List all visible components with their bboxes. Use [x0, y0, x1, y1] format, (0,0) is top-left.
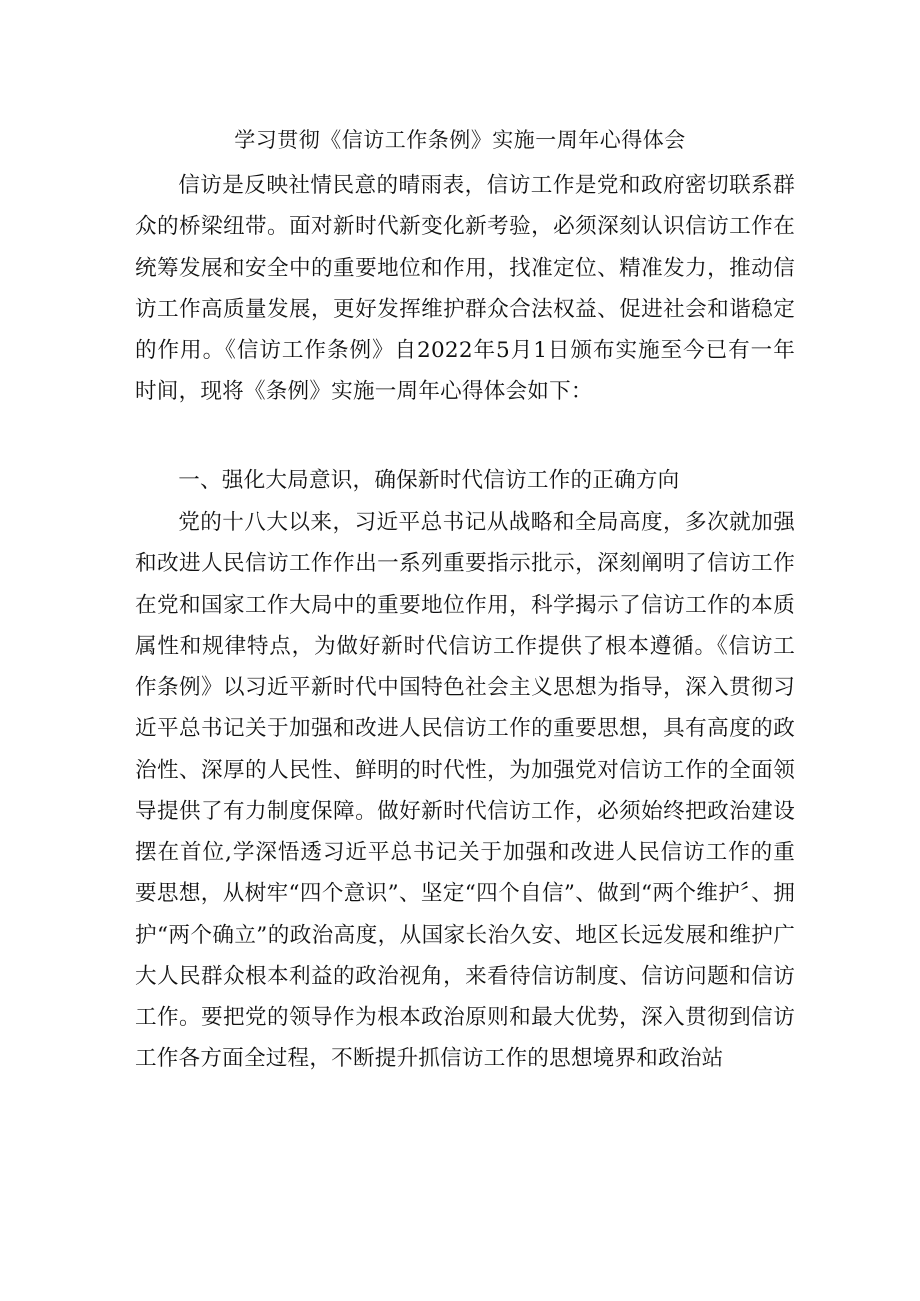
document-title: 学习贯彻《信访工作条例》实施一周年心得体会 [234, 128, 686, 152]
section-heading: 一、强化大局意识，确保新时代信访工作的正确方向 [178, 468, 680, 493]
intro-paragraph-block [135, 165, 795, 413]
section-heading-block [135, 460, 795, 501]
section-paragraph-block [135, 502, 795, 1190]
section-paragraph: 党的十八大以来，习近平总书记从战略和全局高度，多次就加强和改进人民信访工作作出一系列重要指示批示，深刻阐明了信访工作在党和国家工作大局中的重要地位作用，科学揭示了信访工作的本质属性和规律特点，为做好新时代信访工作提供了根本遵循。《信访工作条例》以习近平新时代中国特色社会主义思想为指导，深入贯彻习近平总书记关于加强和改进人民信访工作的重要思想，具有高度的政治性、深厚的人民性、鲜明的时代性，为加强党对信访工作的全面领导提供了有力制度保障。做好新时代信访工作，必须始终把政治建设摆在首位,学深悟透习近平总书记关于加强和改进人民信访工作的重要思想，从树牢“四个意识”、坚定“四个自信”、做到“两个维护〞、拥护“两个确立”的政治高度，从国家长治久安、地区长远发展和维护广大人民群众根本利益的政治视角，来看待信访制度、信访问题和信访工作。要把党的领导作为根本政治原则和最大优势，深入贯彻到信访工作各方面全过程，不断提升抓信访工作的思想境界和政治站 [135, 510, 795, 1072]
intro-paragraph: 信访是反映社情民意的晴雨表，信访工作是党和政府密切联系群众的桥梁纽带。面对新时代新变化新考验，必须深刻认识信访工作在统筹发展和安全中的重要地位和作用，找准定位、精准发力，推动信访工作高质量发展，更好发挥维护群众合法权益、促进社会和谐稳定的作用。《信访工作条例》自2022年5月1日颁布实施至今已有一年时间，现将《条例》实施一周年心得体会如下： [135, 173, 795, 405]
